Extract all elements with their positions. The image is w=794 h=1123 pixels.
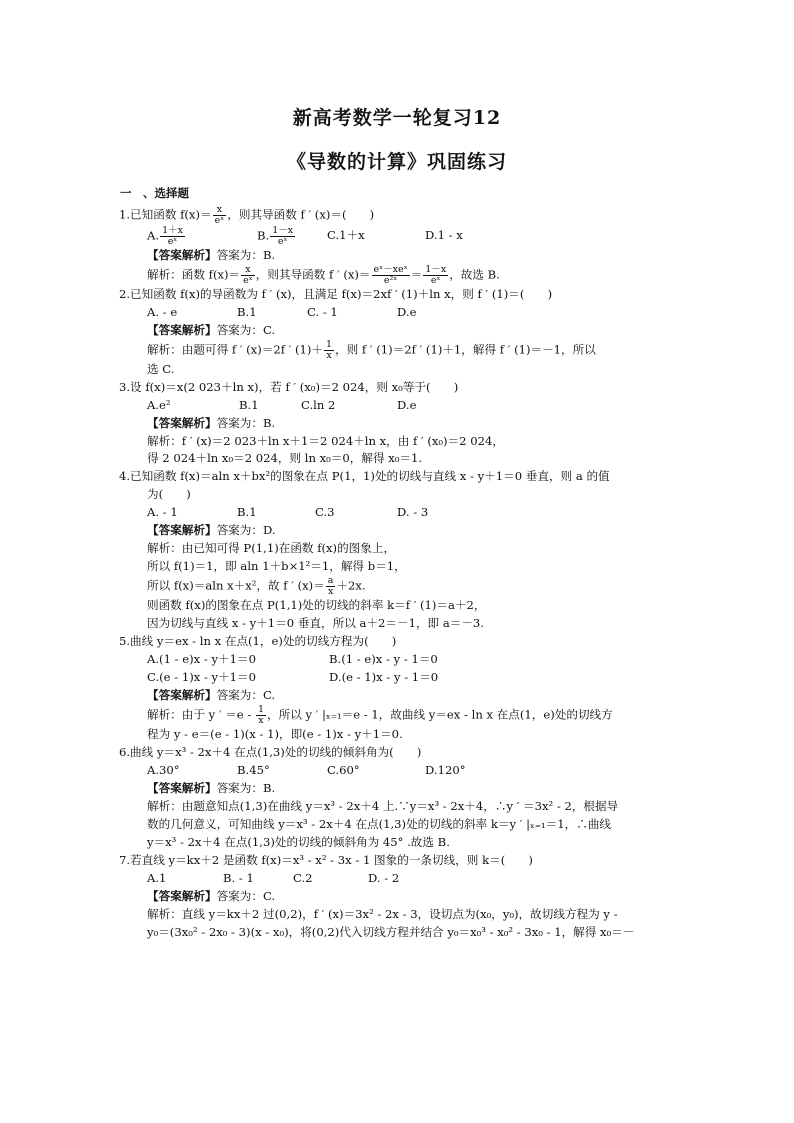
explanation-cont: 选 C. xyxy=(147,361,175,376)
options xyxy=(119,870,701,888)
answer-line: 【答案解析】答案为：C. xyxy=(147,688,276,703)
option-a: A.(1 - e)x - y＋1＝0 xyxy=(147,652,256,667)
explanation: 解析：由于 y ′ ＝e - $\frac{1}{x}$ ，所以 y ′ |ₓ₌₁＝e - 1，故曲线 y＝ex - ln x 在点(1，e)处的切线方 xyxy=(147,704,613,726)
question-stem-cont: 为( ) xyxy=(147,487,191,502)
option-b: B.1 xyxy=(237,304,257,319)
option-a: A. - e xyxy=(147,304,178,319)
option-a: A. - 1 xyxy=(147,505,178,520)
question-4 xyxy=(119,468,701,633)
page-title: 新高考数学一轮复习12 xyxy=(292,107,502,129)
option-d: D.120° xyxy=(425,762,466,777)
question-stem: 4.已知函数 f(x)＝aln x＋bx²的图象在点 P(1，1)处的切线与直线 x - y＋1＝0 垂直，则 a 的值 xyxy=(119,469,610,484)
fraction: $\frac{x}{\text{eˣ}}$ xyxy=(214,204,225,226)
option-d: D. - 3 xyxy=(397,505,429,520)
section-heading: 一 、选择题 xyxy=(120,186,189,200)
explanation: 解析：直线 y＝kx＋2 过(0,2)，f ′ (x)＝3x² - 2x - 3，设切点为(x₀，y₀)，故切线方程为 y - xyxy=(147,906,618,921)
answer-line: 【答案解析】答案为：B. xyxy=(147,415,276,430)
explanation-cont: 则函数 f(x)的图象在点 P(1,1)处的切线的斜率 k＝f ′ (1)＝a＋2， xyxy=(147,598,486,613)
options xyxy=(119,762,701,780)
answer-line: 【答案解析】答案为：B. xyxy=(147,247,276,262)
options xyxy=(119,669,701,687)
explanation: 解析：f ′ (x)＝2 023＋ln x＋1＝2 024＋ln x，由 f ′ (x₀)＝2 024， xyxy=(147,433,504,448)
option-a: A. $\frac{1+x}{\text{eˣ}}$ xyxy=(147,224,183,247)
answer-line: 【答案解析】答案为：D. xyxy=(147,523,276,538)
explanation-cont: y＝x³ - 2x＋4 在点(1,3)处的切线的倾斜角为 45° .故选 B. xyxy=(147,834,450,849)
explanation: 解析：由已知可得 P(1,1)在函数 f(x)的图象上， xyxy=(147,541,396,556)
explanation-cont: 因为切线与直线 x - y＋1＝0 垂直，所以 a＋2＝－1，即 a＝－3. xyxy=(147,616,484,631)
option-d: D.1 - x xyxy=(425,228,463,243)
option-b: B.1 xyxy=(237,505,257,520)
options xyxy=(119,226,701,247)
option-b: B. $\frac{1-x}{\text{eˣ}}$ xyxy=(257,224,294,247)
option-a: A.1 xyxy=(147,870,167,885)
option-b: B.45° xyxy=(237,762,270,777)
question-stem: 2.已知函数 f(x)的导函数为 f ′ (x)，且满足 f(x)＝2xf ′ (1)＋ln x，则 f ′ (1)＝( ) xyxy=(119,286,553,301)
question-3 xyxy=(119,379,701,469)
explanation-cont: 得 2 024＋ln x₀＝2 024，则 ln x₀＝0，解得 x₀＝1. xyxy=(147,451,423,466)
option-c: C.(e - 1)x - y＋1＝0 xyxy=(147,670,257,685)
question-stem: 5.曲线 y＝ex - ln x 在点(1，e)处的切线方程为( ) xyxy=(119,634,397,649)
question-stem: 7.若直线 y＝kx＋2 是函数 f(x)＝x³ - x² - 3x - 1 图象的一条切线，则 k＝( ) xyxy=(119,852,533,867)
question-1 xyxy=(119,205,701,286)
explanation-cont: 数的几何意义，可知曲线 y＝x³ - 2x＋4 在点(1,3)处的切线的斜率 k＝y ′ |ₓ₌₁＝1，∴曲线 xyxy=(147,816,612,831)
page-subtitle: 《导数的计算》巩固练习 xyxy=(286,151,507,173)
option-d: D.e xyxy=(397,304,417,319)
options xyxy=(119,504,701,522)
question-stem: 3.设 f(x)＝x(2 023＋ln x)，若 f ′ (x₀)＝2 024，则 x₀等于( ) xyxy=(119,379,459,394)
explanation-cont: y₀＝(3x₀² - 2x₀ - 3)(x - x₀)，将(0,2)代入切线方程并结合 y₀＝x₀³ - x₀² - 3x₀ - 1，解得 x₀＝－ xyxy=(147,924,635,939)
explanation-cont: 程为 y - e＝(e - 1)(x - 1)，即(e - 1)x - y＋1＝0. xyxy=(147,726,403,741)
explanation-cont: 所以 f(1)＝1，即 aln 1＋b×1²＝1，解得 b＝1， xyxy=(147,559,406,574)
option-c: C.60° xyxy=(327,762,360,777)
option-a: A.e² xyxy=(147,397,171,412)
option-a: A.30° xyxy=(147,762,180,777)
question-stem: 1.已知函数 f(x)＝ $\frac{x}{\text{eˣ}}$ ，则其导函数 f ′ (x)＝( ) xyxy=(119,204,375,226)
explanation: 解析：由题可得 f ′ (x)＝2f ′ (1)＋ $\frac{1}{x}$ ，则 f ′ (1)＝2f ′ (1)＋1，解得 f ′ (1)＝－1，所以 xyxy=(147,338,596,361)
option-b: B. - 1 xyxy=(223,870,254,885)
option-b: B.(1 - e)x - y - 1＝0 xyxy=(329,652,438,667)
options xyxy=(119,651,701,669)
option-c: C.1＋x xyxy=(327,228,365,243)
answer-line: 【答案解析】答案为：C. xyxy=(147,888,276,903)
explanation: 解析：函数 f(x)＝ $\frac{x}{\text{eˣ}}$ ，则其导函数 f ′ (x)＝ $\frac{\text{eˣ－xeˣ}}{\text{e²ˣ}}$ ＝ $\frac{1-x}{\text{eˣ}}$ ，故选 B. xyxy=(147,263,500,286)
question-6 xyxy=(119,744,701,852)
answer-line: 【答案解析】答案为：B. xyxy=(147,780,276,795)
option-c: C. - 1 xyxy=(307,304,338,319)
explanation-cont: 所以 f(x)＝aln x＋x²，故 f ′ (x)＝ $\frac{a}{x}$ ＋2x. xyxy=(147,575,366,598)
option-b: B.1 xyxy=(239,397,259,412)
options xyxy=(119,397,701,415)
question-list xyxy=(119,205,701,942)
question-7 xyxy=(119,852,701,942)
question-2 xyxy=(119,286,701,379)
answer-line: 【答案解析】答案为：C. xyxy=(147,322,276,337)
options xyxy=(119,304,701,322)
option-d: D. - 2 xyxy=(368,870,400,885)
question-stem: 6.曲线 y＝x³ - 2x＋4 在点(1,3)处的切线的倾斜角为( ) xyxy=(119,744,422,759)
option-d: D.e xyxy=(397,397,417,412)
option-c: C.3 xyxy=(315,505,335,520)
option-c: C.2 xyxy=(293,870,313,885)
option-d: D.(e - 1)x - y - 1＝0 xyxy=(329,670,439,685)
option-c: C.ln 2 xyxy=(301,397,336,412)
question-5 xyxy=(119,633,701,744)
explanation: 解析：由题意知点(1,3)在曲线 y＝x³ - 2x＋4 上.∵y＝x³ - 2x＋4，∴y ′ ＝3x² - 2，根据导 xyxy=(147,798,619,813)
